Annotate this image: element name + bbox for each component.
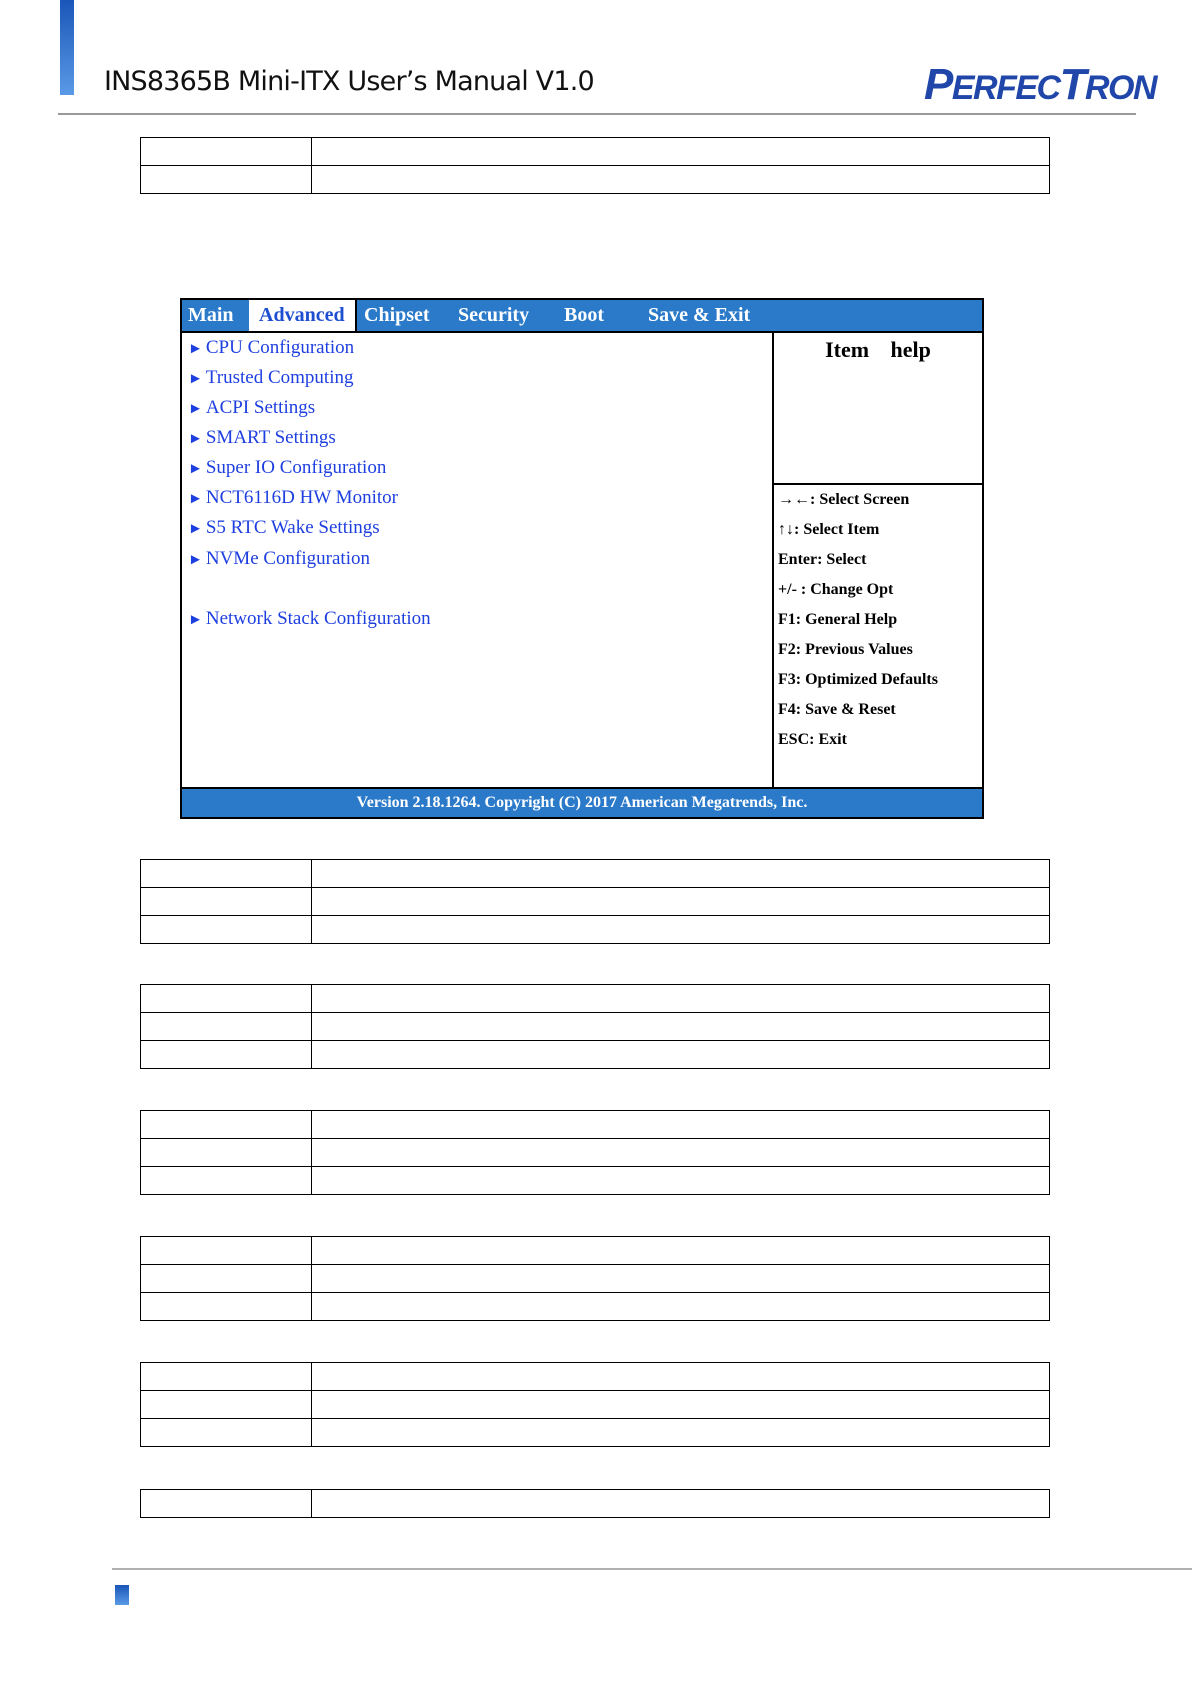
table-row: [141, 888, 1050, 916]
table-cell: [141, 1013, 312, 1041]
settings-table-3: [140, 1110, 1050, 1195]
settings-table-2: [140, 984, 1050, 1069]
triangle-right-icon: ►: [188, 341, 203, 357]
header-accent-bar: [60, 0, 74, 95]
settings-table-5: [140, 1362, 1050, 1447]
triangle-right-icon: ►: [188, 521, 203, 537]
table-row: [141, 1167, 1050, 1195]
settings-table-6: [140, 1489, 1050, 1518]
table-row: [141, 1013, 1050, 1041]
table-cell: [141, 1237, 312, 1265]
table-cell: [141, 1111, 312, 1139]
table-cell: [141, 1419, 312, 1447]
table-cell: [312, 1237, 1050, 1265]
table-cell: [141, 1490, 312, 1518]
table-cell: [312, 860, 1050, 888]
table-cell: [312, 1363, 1050, 1391]
key-hint-change-opt: +/- : Change Opt: [778, 581, 894, 598]
table-row: [141, 985, 1050, 1013]
perfectron-logo: PERFECTRON: [924, 60, 1157, 109]
table-cell: [141, 138, 312, 166]
key-hint-select-item: ↑↓: Select Item: [778, 521, 880, 538]
key-hint-exit: ESC: Exit: [778, 731, 847, 748]
table-row: [141, 860, 1050, 888]
table-cell: [312, 985, 1050, 1013]
table-cell: [141, 1167, 312, 1195]
table-cell: [141, 1293, 312, 1321]
settings-table-top: [140, 137, 1050, 194]
footer-accent-square: [115, 1585, 129, 1605]
help-separator: [774, 483, 982, 485]
key-hint-previous-values: F2: Previous Values: [778, 641, 913, 658]
bios-screen: [180, 298, 984, 819]
key-hint-general-help: F1: General Help: [778, 611, 898, 628]
footer-rule: [112, 1568, 1192, 1570]
menu-item-trusted-computing[interactable]: ► Trusted Computing: [188, 367, 354, 388]
table-cell: [141, 1139, 312, 1167]
table-row: [141, 1391, 1050, 1419]
settings-table-1: [140, 859, 1050, 944]
table-row: [141, 1293, 1050, 1321]
menu-item-rtc-wake-settings[interactable]: ► S5 RTC Wake Settings: [188, 517, 380, 538]
menu-item-cpu-configuration[interactable]: ► CPU Configuration: [188, 337, 355, 358]
table-cell: [141, 985, 312, 1013]
table-cell: [312, 1111, 1050, 1139]
settings-table-4: [140, 1236, 1050, 1321]
table-row: [141, 916, 1050, 944]
header-rule: [58, 113, 1136, 115]
table-cell: [141, 1041, 312, 1069]
table-row: [141, 1490, 1050, 1518]
table-row: [141, 138, 1050, 166]
triangle-right-icon: ►: [188, 431, 203, 447]
menu-item-network-stack-configuration[interactable]: ► Network Stack Configuration: [188, 608, 431, 629]
tab-chipset[interactable]: Chipset: [364, 304, 430, 326]
triangle-right-icon: ►: [188, 371, 203, 387]
table-cell: [312, 1167, 1050, 1195]
table-row: [141, 1041, 1050, 1069]
table-cell: [141, 1363, 312, 1391]
table-cell: [141, 888, 312, 916]
table-cell: [141, 1265, 312, 1293]
help-title: Item help: [825, 337, 931, 362]
table-cell: [141, 916, 312, 944]
tab-save-exit[interactable]: Save & Exit: [648, 304, 751, 326]
table-cell: [312, 1391, 1050, 1419]
manual-title: INS8365B Mini-ITX User’s Manual V1.0: [104, 66, 594, 97]
table-cell: [312, 888, 1050, 916]
table-cell: [312, 916, 1050, 944]
table-cell: [312, 1265, 1050, 1293]
triangle-right-icon: ►: [188, 401, 203, 417]
key-hint-select-screen: →←: Select Screen: [778, 491, 910, 508]
triangle-right-icon: ►: [188, 612, 203, 628]
table-cell: [312, 138, 1050, 166]
bios-help-panel: [774, 333, 982, 787]
tab-security[interactable]: Security: [458, 304, 530, 326]
table-row: [141, 1419, 1050, 1447]
menu-item-super-io-configuration[interactable]: ► Super IO Configuration: [188, 457, 387, 478]
tab-main[interactable]: Main: [188, 304, 234, 326]
table-row: [141, 1237, 1050, 1265]
tab-advanced[interactable]: Advanced: [249, 300, 357, 331]
key-hint-optimized-defaults: F3: Optimized Defaults: [778, 671, 938, 688]
key-hint-save-reset: F4: Save & Reset: [778, 701, 896, 718]
table-cell: [141, 166, 312, 194]
menu-item-smart-settings[interactable]: ► SMART Settings: [188, 427, 336, 448]
table-cell: [312, 166, 1050, 194]
table-cell: [312, 1013, 1050, 1041]
table-row: [141, 1139, 1050, 1167]
triangle-right-icon: ►: [188, 552, 203, 568]
bios-menu-bar: [182, 300, 982, 333]
table-row: [141, 166, 1050, 194]
table-cell: [312, 1490, 1050, 1518]
key-hint-enter: Enter: Select: [778, 551, 867, 568]
table-cell: [312, 1419, 1050, 1447]
table-row: [141, 1111, 1050, 1139]
bios-version-footer: Version 2.18.1264. Copyright (C) 2017 American Megatrends, Inc.: [182, 787, 982, 817]
table-cell: [312, 1041, 1050, 1069]
bios-menu-list: [182, 333, 772, 787]
table-cell: [141, 1391, 312, 1419]
table-row: [141, 1363, 1050, 1391]
tab-boot[interactable]: Boot: [564, 304, 604, 326]
table-row: [141, 1265, 1050, 1293]
triangle-right-icon: ►: [188, 491, 203, 507]
menu-item-nvme-configuration[interactable]: ► NVMe Configuration: [188, 548, 370, 569]
table-cell: [312, 1139, 1050, 1167]
menu-item-acpi-settings[interactable]: ► ACPI Settings: [188, 397, 316, 418]
triangle-right-icon: ►: [188, 461, 203, 477]
table-cell: [312, 1293, 1050, 1321]
menu-item-hw-monitor[interactable]: ► NCT6116D HW Monitor: [188, 487, 398, 508]
table-cell: [141, 860, 312, 888]
